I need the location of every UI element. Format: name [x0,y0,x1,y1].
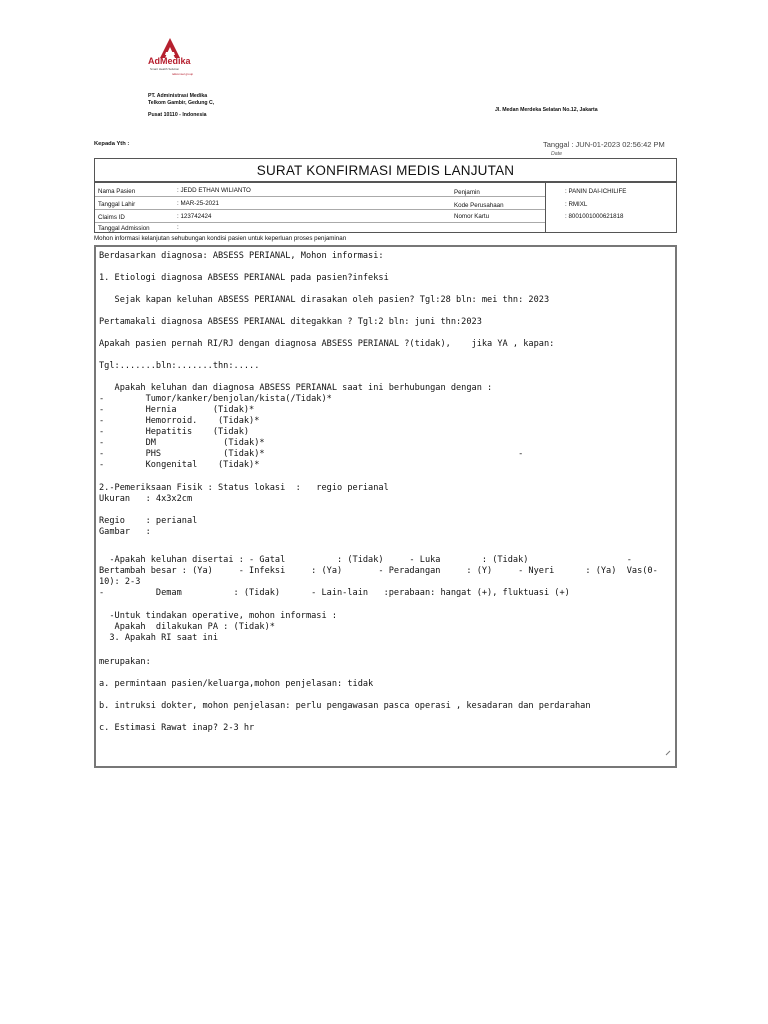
resize-handle-icon[interactable] [665,750,671,756]
body-text-line: -Apakah keluhan disertai : - Gatal : (Tidak) - Luka : (Tidak) - [99,555,632,565]
body-text-line: 10): 2-3 [99,577,141,587]
body-text-line: - Hepatitis (Tidak) [99,427,250,437]
info-value-kode: : RMIXL [565,201,588,208]
body-text-line: 3. Apakah RI saat ini [99,633,218,643]
company-address [148,93,214,119]
document-date: Tanggal : JUN-01-2023 02:56:42 PM [543,140,665,149]
logo-group-text: telkomsel group [172,72,194,76]
patient-info-table [94,182,677,233]
body-text-line: 2.-Pemeriksaan Fisik : Status lokasi : regio perianal [99,483,389,493]
body-text-line: Apakah dilakukan PA : (Tidak)* [99,622,275,632]
body-text-line: Berdasarkan diagnosa: ABSESS PERIANAL, Mohon informasi: [99,251,384,261]
info-label-penjamin: Penjamin [454,189,480,196]
document-title: SURAT KONFIRMASI MEDIS LANJUTAN [94,158,677,182]
logo-subtitle: Smart Health Solution [150,67,180,71]
body-text-line: - Kongenital (Tidak)* [99,460,260,470]
info-value-kartu: : 8001001000621818 [565,213,624,220]
info-divider [545,183,546,232]
body-text-line: -Untuk tindakan operative, mohon informasi : [99,611,337,621]
info-label-kode: Kode Perusahaan [454,202,504,209]
logo-text: AdMedika [148,56,191,66]
body-text-line: Ukuran : 4x3x2cm [99,494,193,504]
body-text-line: - DM (Tidak)* [99,438,265,448]
body-text-line: Pertamakali diagnosa ABSESS PERIANAL ditegakkan ? Tgl:2 bln: juni thn:2023 [99,317,482,327]
date-caption: Date [551,151,562,157]
body-text-line: 1. Etiologi diagnosa ABSESS PERIANAL pada pasien?infeksi [99,273,389,283]
body-text-line: - PHS (Tidak)* - [99,449,524,459]
body-text-line: Gambar : [99,527,151,537]
body-text-line: Sejak kapan keluhan ABSESS PERIANAL dirasakan oleh pasien? Tgl:28 bln: mei thn: 2023 [99,295,550,305]
body-text-line: Apakah keluhan dan diagnosa ABSESS PERIANAL saat ini berhubungan dengan : [99,383,493,393]
address-line: PT. Administrasi Medika [148,93,208,99]
body-text-line: merupakan: [99,657,151,667]
info-label-nama: Nama Pasien [98,188,136,195]
body-text-line: a. permintaan pasien/keluarga,mohon penjelasan: tidak [99,679,374,689]
info-value-claims: : 123742424 [177,213,212,220]
info-label-admission: Tanggal Admission [98,225,150,232]
info-value-lahir: : MAR-25-2021 [177,200,219,207]
recipient-label: Kepada Yth : [94,141,130,147]
company-address-right: Jl. Medan Merdeka Selatan No.12, Jakarta [495,107,598,113]
info-value-nama: : JEDD ETHAN WILIANTO [177,187,251,194]
info-label-claims: Claims ID [98,214,125,221]
body-text-line: Bertambah besar : (Ya) - Infeksi : (Ya) - Peradangan : (Y) - Nyeri : (Ya) Vas(0- [99,566,658,576]
body-text-line: Regio : perianal [99,516,198,526]
info-label-lahir: Tanggal Lahir [98,201,136,208]
info-value-admission: : [177,224,179,231]
body-text-line: - Hernia (Tidak)* [99,405,255,415]
guarantee-note: Mohon informasi kelanjutan sehubungan kondisi pasien untuk keperluan proses penjaminan [94,235,347,242]
address-line: Telkom Gambir, Gedung C, [148,100,215,106]
body-text-line: b. intruksi dokter, mohon penjelasan: perlu pengawasan pasca operasi , kesadaran dan perdarahan [99,701,591,711]
body-text-line: c. Estimasi Rawat inap? 2-3 hr [99,723,255,733]
address-line: Pusat 10110 - Indonesia [148,112,207,118]
medical-confirmation-textarea[interactable] [94,245,677,768]
row-divider [95,209,545,210]
row-divider [95,196,545,197]
body-text-line: - Tumor/kanker/benjolan/kista(/Tidak)* [99,394,332,404]
body-text-line: Tgl:.......bln:.......thn:..... [99,361,260,371]
row-divider [95,222,545,223]
body-text-line: - Hemorroid. (Tidak)* [99,416,260,426]
body-text-line: Apakah pasien pernah RI/RJ dengan diagnosa ABSESS PERIANAL ?(tidak), jika YA , kapan: [99,339,555,349]
info-value-penjamin: : PANIN DAI-ICHILIFE [565,188,627,195]
body-text-line: - Demam : (Tidak) - Lain-lain :perabaan: hangat (+), fluktuasi (+) [99,588,570,598]
info-label-kartu: Nomor Kartu [454,213,490,220]
